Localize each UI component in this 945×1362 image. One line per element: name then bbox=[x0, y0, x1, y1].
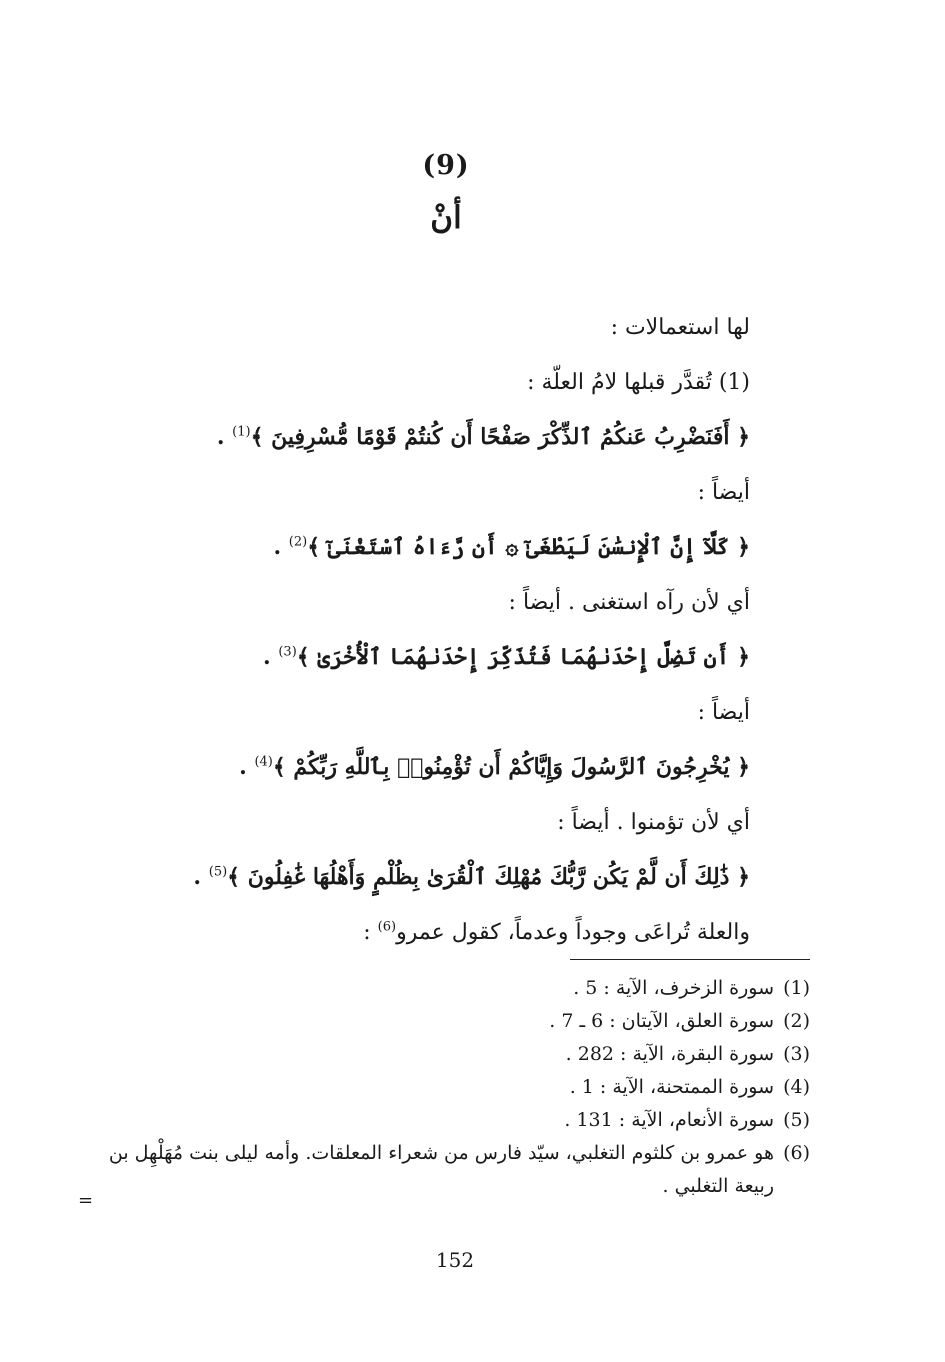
footnote-number: (3) bbox=[783, 1043, 810, 1065]
quran-verse-line bbox=[190, 520, 750, 575]
footnote-ref[interactable]: (6) bbox=[377, 919, 397, 935]
footnote-separator bbox=[570, 959, 810, 960]
line-text: أيضاً : bbox=[697, 480, 750, 505]
quran-verse-line bbox=[190, 630, 750, 685]
footnote-item bbox=[80, 972, 810, 1005]
footnote-ref[interactable]: (2) bbox=[288, 534, 308, 550]
line-end-punct: . bbox=[193, 864, 209, 890]
text-line bbox=[190, 465, 750, 520]
line-text: (1) تُقدَّر قبلها لامُ العلّة : bbox=[527, 370, 750, 395]
line-text: أي لأن رآه استغنى . أيضاً : bbox=[508, 590, 750, 615]
verse-text: ﴿ يُخْرِجُونَ ٱلرَّسُولَ وَإِيَّاكُمْ أَن تُؤْمِنُوا۟ بِٱللَّهِ رَبِّكُمْ ﴾ bbox=[272, 754, 750, 780]
chapter-number: (9) bbox=[422, 150, 470, 181]
text-line bbox=[190, 795, 750, 850]
footnote-ref[interactable]: (5) bbox=[208, 864, 228, 880]
footnote-text: سورة الممتحنة، الآية : 1 . bbox=[569, 1076, 774, 1098]
text-line bbox=[190, 355, 750, 410]
footnote-item bbox=[80, 1104, 810, 1137]
body-text bbox=[190, 300, 750, 960]
footnote-item bbox=[80, 1071, 810, 1104]
line-text: لها استعمالات : bbox=[610, 315, 750, 340]
line-end-punct: . bbox=[216, 424, 233, 450]
footnote-ref[interactable]: (1) bbox=[232, 424, 251, 440]
text-line bbox=[190, 905, 750, 960]
footnote-text: سورة الزخرف، الآية : 5 . bbox=[573, 977, 774, 999]
footnotes bbox=[80, 972, 810, 1203]
chapter-title: أنْ bbox=[430, 200, 462, 236]
text-line bbox=[190, 575, 750, 630]
footnote-number: (1) bbox=[783, 977, 810, 999]
footnote-item bbox=[80, 1038, 810, 1071]
line-end-punct: . bbox=[263, 644, 279, 670]
line-end-punct: . bbox=[239, 754, 255, 780]
footnote-number: (2) bbox=[783, 1010, 810, 1032]
footnote-item bbox=[80, 1137, 810, 1203]
verse-text: ﴿ كَلَّآ إِنَّ ٱلْإِنسَٰنَ لَيَطْغَىٰٓ ۞ أَن رَّءَاهُ ٱسْتَغْنَىٰٓ ﴾ bbox=[307, 534, 750, 560]
footnote-item bbox=[80, 1005, 810, 1038]
line-text: أيضاً : bbox=[697, 700, 750, 725]
footnote-text: هو عمرو بن كلثوم التغلبي، سيّد فارس من شعراء المعلقات. وأمه ليلى بنت مُهَلْهِل بن ربيعة التغلبي . bbox=[108, 1142, 774, 1197]
line-text: والعلة تُراعَى وجوداً وعدماً، كقول عمرو bbox=[396, 920, 750, 945]
footnote-number: (5) bbox=[783, 1109, 810, 1131]
verse-text: ﴿ أَفَنَضْرِبُ عَنكُمُ ٱلذِّكْرَ صَفْحًا أَن كُنتُمْ قَوْمًا مُّسْرِفِينَ ﴾ bbox=[250, 424, 750, 450]
line-end-punct: : bbox=[363, 920, 378, 945]
line-end-punct: . bbox=[273, 534, 289, 560]
footnote-text: سورة العلق، الآيتان : 6 ـ 7 . bbox=[549, 1010, 774, 1032]
continuation-mark: = bbox=[78, 1190, 94, 1211]
footnote-text: سورة الأنعام، الآية : 131 . bbox=[564, 1109, 774, 1131]
line-text: أي لأن تؤمنوا . أيضاً : bbox=[557, 810, 750, 835]
text-line bbox=[190, 685, 750, 740]
footnote-ref[interactable]: (3) bbox=[278, 644, 297, 660]
quran-verse-line bbox=[190, 740, 750, 795]
verse-text: ﴿ ذَٰلِكَ أَن لَّمْ يَكُن رَّبُّكَ مُهْلِكَ ٱلْقُرَىٰ بِظُلْمٍ وَأَهْلُهَا غَٰفِلُونَ ﴾ bbox=[227, 864, 750, 890]
footnote-ref[interactable]: (4) bbox=[254, 754, 273, 770]
page-number: 152 bbox=[435, 1248, 475, 1272]
quran-verse-line bbox=[190, 850, 750, 905]
text-line bbox=[190, 300, 750, 355]
quran-verse-line bbox=[190, 410, 750, 465]
footnote-number: (4) bbox=[783, 1076, 810, 1098]
verse-text: ﴿ أَن تَضِلَّ إِحْدَىٰهُمَا فَتُذَكِّرَ إِحْدَىٰهُمَا ٱلْأُخْرَىٰ ﴾ bbox=[296, 644, 750, 670]
footnote-text: سورة البقرة، الآية : 282 . bbox=[565, 1043, 774, 1065]
footnote-number: (6) bbox=[783, 1142, 810, 1164]
